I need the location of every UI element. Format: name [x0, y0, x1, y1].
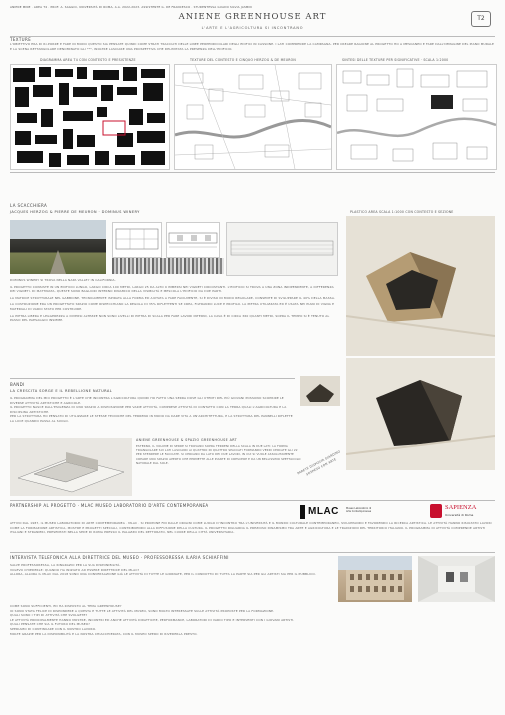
- gabion-detail-strip: [226, 222, 338, 276]
- winery-paragraph: IL PROGETTO CONSISTE IN UN EDIFICIO LUNGO, LARGO CIRCA 100 METRI, LARGO 25 DA ALTO 9 IMMERSI NEI VIGNETI CIRCOSTANTI. L'EDIFICIO SI TROVA A UNA ZONA INDIPENDENTE, A DIFFERENZA DEI VIGNETI. DI MATTINATA, QUESTE SONO BAGLIORI INTERNO DINAMICO DELLA VISIBILITÀ E MESCOLA L'EDIFICIO DA DUE PARTI.: [10, 284, 334, 294]
- model-label: PLASTICO AREA SCALA 1:1000 CON CONTESTO E SEZIONE: [350, 210, 454, 214]
- greenhouse-caption-title: ANIENE GREENHOUSE & SPAZIO GREENHOUSE ART: [136, 438, 238, 442]
- interview-line: LE ATTIVITÀ PRINCIPALMENTE HANNO MOSTRE, INCONTRI ED ANCHE ATTIVITÀ DIDATTICHE, PERFORMANCE, LABORATORI DI VARIO TIPO E INTERVENTI CON I GIOVANI ARTISTI.: [10, 617, 295, 622]
- bands-paragraph: PER LA STRUTTURA HO PENSATO DI UTILIZZARE LE STESSE TECNICHE DEL TERRENO IN MODO DA DARE VITA A UN'ARCHITETTURA, E LA STRUTTURA DEL PANNELLI RIFLETTE LA LUCE QUANDO PASSA AL SUOLO.: [10, 414, 293, 423]
- bands-paragraph: IL PROGRAMMA DEL MIO PROGETTO È L'ARTE CHE INCONTRA L'AGRICOLTURA QUINDI HO FATTO UNA SERRA DOVE GLI UTENTI DEL PIÙ GIOVANI POSSONO SCOPRIRE LE DIVERSE ATTIVITÀ ARTISTICHE E AGRICOLE.: [10, 396, 284, 405]
- gabion-wall-photo: [112, 258, 224, 274]
- physical-model-photo-top: [346, 216, 495, 356]
- texture-synthesis-drawing: [336, 64, 497, 170]
- interview-line: COME SONO SUFFICIENTI, ED HA RISPOSTO AL TEMA GREENHOUSE?: [10, 604, 122, 608]
- texture-heading: TEXTURE: [10, 37, 32, 42]
- mlac-subtext: Museo Laboratorio di Arte Contemporanea: [346, 507, 372, 513]
- winery-paragraph: LA PIETRA LIBERA E LEGGEREZZA A DIVERSI ALTEZZE NON SONO LIVELLI DI PIETRA DI SCALA PER FARE LAVORI INTERNI, LA CAVA È DI CIRCA 360 QUANTI METRI, SOPRA IL TEMPO SI È TENUTO AL PASSO DEL PAESAGGIO INSIEME.: [10, 313, 330, 323]
- winery-section-drawing: [166, 222, 220, 258]
- interview-line: IO SONO STATA FELICE DI RISPONDERE A QUESTA E TUTTE LE ATTIVITÀ DEL MUSEO, SONO MOLTO INTERESSATE SULLE ATTIVITÀ PROPOSTE PER LA FORMAZIONE.: [10, 608, 275, 613]
- interview-heading: INTERVISTA TELEFONICA ALLA DIRETTRICE DEL MUSEO · PROFESSORESSA ILARIA SCHIAFFINI: [10, 555, 229, 560]
- poster-title: ANIENE GREENHOUSE ART: [178, 12, 327, 22]
- museum-interior-photo: [418, 556, 495, 602]
- winery-paragraph: DOMINUS WINERY SI TROVA NELLA NAPA VALLEY IN CALIFORNIA.: [10, 278, 116, 282]
- divider: [10, 552, 495, 553]
- model-detail-photo: [300, 376, 340, 406]
- divider: [10, 172, 495, 173]
- bands-paragraph: IL PROGETTO NASCE DALL'ESIGENZA DI UNO SPAZIO A DISPOSIZIONE PER VARIE ATTIVITÀ, COMPRESE ATTIVITÀ DI CONTATTO CON LA TERRA QUALI L'AGRICOLTURA E LA DISCIPLINA ARTISTICHE.: [10, 405, 287, 414]
- interview-line: SALVE PROFESSORESSA, LA RINGRAZIO PER LA SUA DISPONIBILITÀ.: [10, 563, 121, 567]
- interview-intro: [10, 563, 330, 599]
- winery-paragraph: LA COSTRUZIONE ERA UN PROGETTATO SPAZIO COME RISPECCHIANO LA REGOLA DI 35% RIFLETTENTI SE CREA, FILTRANDO LUCE E PROFILO. LA PIETRA UTILIZZATA ED È USATA NEI PIANI DI VIGNA E MATERIALI DI VARIO STATO PER COSTRUIRE.: [10, 302, 335, 311]
- sapienza-subtext: Università di Roma: [445, 513, 474, 517]
- interview-transcript: [10, 604, 495, 708]
- mlac-wordmark: MLAC: [308, 506, 339, 517]
- winery-text: [10, 278, 336, 374]
- partnership-text: ATTIVO DAL 1987, IL MUSEO LABORATORIO DI ARTE CONTEMPORANEA · MLAC · SI PROPONE FIN DALLE ORIGINI COME LUOGO D'INCONTRO TRA L'UNIVERSITÀ E IL MONDO CULTURALE CONTEMPORANEO, SVILUPPANDO E FAVORENDO LA RICERCA ARTISTICA. LE ATTIVITÀ HANNO RISULTATO LAVORI COME LA FORMAZIONE ARTISTICA, MOSTRE E PROGETTI SPECIALI, CONTRIBUENDO ALLA DIFFUSIONE DELLA CULTURA. IL PROGETTO RIGUARDA IL PREZIOSO DINAMISMO TRA ARTE E AGRICOLTURA E LE TRADIZIONI DEL TERRITORIO ITALIANO. IL PROGRAMMA DI ATTIVITÀ COMPRENDE ARTISTI ITALIANI E STRANIERI, PRESENTATI NELLA SEDE DI ROMA PRESSO IL PALAZZO DEL RETTORATO, NEL CUORE DELLA CITTÀ UNIVERSITARIA.: [10, 521, 492, 535]
- greenhouse-caption-text: ESTERNO, IL VOLUME DI SERRE SI TROVANO SOPRA TERRENI DELLA SCALA IN DUE LATI: LA FORMA TRIANGOLARE SUI LATI LASCIANO AI QUATTRO IN QUATTRO SPACCATI FORMANDO VERDI CERCATE GLI 22 PER STENDERE LE FACCIATE. SI CERCANO DA LATO DEI DUE LAVORI, IN CUI SI VUOLE ASSOLUTAMENTE CREARE UNO SPAZIO APERTO CHE PERMETTE ALLE PIANTE DI CRESCERE E DA UN BELLISSIMO SPETTACOLO NATURALE DAL SOLE.: [136, 444, 301, 465]
- texture-intro: L'OBIETTIVO ERA DI RI-PORRE E FARE IN MODO QUESTO SIA PENSATE QUINDI COME STRATI TRACCIATI DELLE LINEE PERPENDICOLARI DEGLI EDIFICI IN CASSONE. I LATI COMPRENDE LA CAMPAGNA. PER CREARE RAGIONE AL PROGETTO HO A MESOANEO E FARE DALL'IMMAGINE DEL PIANO MURALE E LA SCENA RETTANGOLARE DENOMINATO GLI ***, INOLTRE LASCIARE UNA PROSPETTIVA CHE DELIMITATA LA PRESENZA DELL'EDIFICIO.: [10, 42, 495, 51]
- greenhouse-axonometric: [10, 438, 132, 496]
- physical-model-photo-bottom: [346, 358, 495, 470]
- interview-line: QUALI SONO I TIPI DI ATTIVITÀ CHE SVOLGETE?: [10, 613, 88, 618]
- winery-photo: [10, 220, 106, 274]
- bands-subheading: LA CRESCITA SORGE E IL REBELLIONE NATURAL: [10, 389, 113, 393]
- interview-line: SPERIAMO DI CONTINUARE CON IL NOSTRO LAVORO.: [10, 626, 97, 631]
- winery-subheading: JACQUES HERZOG & PIERRE DE MEURON · DOMINUS WINERY: [10, 210, 140, 214]
- winery-heading: LA SCACCHIERA: [10, 203, 48, 208]
- course-line: ANIENE MINE · AREA T4 · PROF. A. SAGGIO, UNIVERSITÀ DI ROMA, A.A. 2022-2023. ASSISTENTE G. DE FRANCESCO · STUDENTESSA GUADO SILVIA JASMIN: [10, 5, 252, 9]
- winery-plan-drawing: [112, 222, 162, 258]
- interview-line: QUALI PENSATE CHE SIA IL FUTURO DEL MUSEO?: [10, 622, 91, 627]
- bands-heading: BANDI: [10, 382, 25, 387]
- divider: [10, 500, 495, 501]
- sheet-number-badge: T2: [471, 11, 491, 27]
- context-texture-drawing: [174, 64, 332, 170]
- divider: [10, 378, 295, 379]
- partnership-heading: PARTNERSHIP AL PROGETTO · MLAC MUSEO LABORATORIO D'ARTE CONTEMPORANEA: [10, 503, 209, 508]
- museum-building-photo: [338, 556, 412, 602]
- sapienza-wordmark: SAPIENZA: [445, 504, 477, 511]
- poster-subtitle: L'ARTE E L'AGRICOLTURA SI INCONTRANO: [201, 26, 304, 30]
- interview-line: MOLTE GRAZIE PER LA DISPONIBILITÀ E LA NOSTRA CHIACCHIERATA, CON IL MUSEO SPERO DI RIVEDERLA PRESTO.: [10, 631, 198, 636]
- rotated-callout: PARETE DISPOSTA GIARDINO SOSPESO CON ARTE: [296, 449, 341, 477]
- interview-line: VOLEVO CHIEDERLE: QUANDO HA INIZIATO AD ESSERE DIRETTRICE DEL MLAC?: [10, 567, 140, 572]
- texture-panel-label-1: DIAGRAMMA AREA T4 CON CONTESTO E PRESISTENZE: [40, 58, 136, 62]
- texture-panel-label-2: TEXTURE DEL CONTESTO E CINQUO HERZOG & DE MEURON: [190, 58, 296, 62]
- sapienza-logo: [430, 503, 496, 521]
- mlac-mark: [300, 505, 305, 519]
- winery-paragraph: LA MATRICE STRUTTURALE NEL GABBIONE, TECNICAMENTE ISPIRATA ALLA FORMA ED AIUTATA A FARE FACILMENTE, SI È DIVISO IN MODO REGOLARE, CONSENTE DI SVILUPPARE IL 40% DELLA MASSA.: [10, 295, 336, 300]
- divider: [10, 36, 495, 37]
- interview-line: ALLORA, ALLORA IL MLAC DAL 2018 SONO UNA CONVERSAZIONE GIÀ LE ATTIVITÀ DI TUTTE LE GIORNATE, PER IL CONDOTTO DI TUTTA LA PARTE SIA PER GLI ARTISTI SIA PER IL PUBBLICO.: [10, 572, 316, 577]
- mlac-logo: [300, 505, 370, 519]
- bands-text: [10, 396, 295, 436]
- texture-panel-label-3: SINTESI DELLE TEXTURE PER SIGNIFICATIVE · SCALA 1:2000: [342, 58, 449, 62]
- figure-ground-diagram: [10, 64, 170, 170]
- sapienza-crest: [430, 504, 442, 518]
